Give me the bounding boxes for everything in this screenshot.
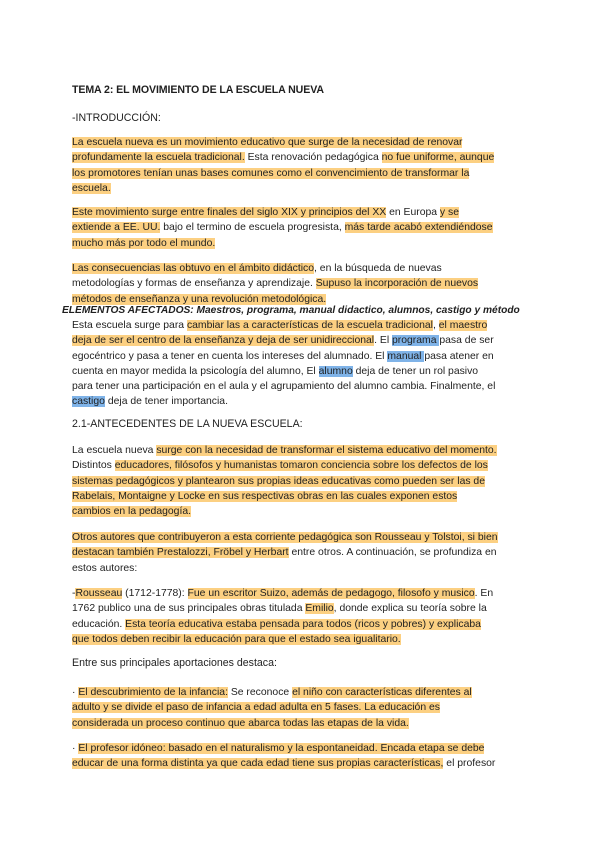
- paragraph-background: [72, 443, 532, 519]
- text-span: Esta renovación pedagógica: [244, 152, 382, 164]
- paragraph-rousseau: [72, 586, 532, 647]
- text-span: profundamente la escuela tradicional.: [72, 152, 245, 164]
- text-span: para tener una participación en el aula y el agrupamiento del alumno cambia. Finalmente, el: [72, 381, 496, 393]
- text-span: que todos deben recibir la educación para que el estado sea igualitario.: [72, 633, 401, 645]
- text-span: el maestro: [438, 320, 488, 331]
- text-span: (1712-1778):: [122, 588, 188, 599]
- text-span: no fue uniforme, aunque: [381, 152, 495, 164]
- paragraph-consequences: [72, 261, 532, 307]
- text-span: Este movimiento surge entre finales del siglo XIX y principios del XX: [72, 207, 387, 218]
- text-span: entre otros. A continuación, se profundiza en: [288, 547, 497, 559]
- text-span: El descubrimiento de la infancia:: [78, 687, 228, 698]
- paragraph-origin: [72, 205, 532, 251]
- antecedentes-heading: 2.1-ANTECEDENTES DE LA NUEVA ESCUELA:: [72, 418, 303, 430]
- text-span: Emilio: [305, 603, 334, 615]
- text-span: . En: [474, 588, 494, 599]
- text-span: , en la búsqueda de nuevas: [314, 263, 442, 274]
- text-span: destacan también Prestalozzi, Fröbel y Herbart: [72, 547, 289, 559]
- text-span: estos autores:: [72, 562, 138, 574]
- text-span: 1762 publico una de sus principales obras titulada: [72, 603, 306, 615]
- text-span: , donde explica su teoría sobre la: [333, 603, 487, 615]
- text-span: Encada etapa se debe: [377, 743, 485, 754]
- text-span: cuenta en mayor medida la psicología del alumno, El: [72, 365, 319, 377]
- paragraph-profesor: [72, 741, 532, 772]
- text-span: educadores, filósofos y humanistas tomaron conciencia sobre los defectos de los: [114, 460, 488, 472]
- text-span: programa: [392, 335, 440, 347]
- text-span: metodologías y formas de enseñanza y aprendizaje.: [72, 278, 316, 290]
- page-title: TEMA 2: EL MOVIMIENTO DE LA ESCUELA NUEVA: [72, 84, 324, 96]
- text-span: -: [72, 588, 76, 599]
- text-span: más tarde acabó extendiéndose: [344, 222, 493, 234]
- text-span: escuela.: [72, 182, 111, 194]
- text-span: manual: [387, 350, 425, 362]
- text-span: Fue un escritor Suizo, además de pedagogo, filosofo y musico: [187, 588, 475, 599]
- text-span: Se reconoce: [227, 687, 293, 698]
- text-span: Supuso la incorporación de nuevos: [315, 278, 479, 290]
- text-span: el niño con características diferentes al: [292, 687, 472, 698]
- paragraph-authors: [72, 530, 532, 576]
- paragraph-intro: [72, 135, 532, 196]
- text-span: surge con la necesidad de transformar el sistema educativo del momento.: [156, 445, 497, 456]
- text-span: alumno: [318, 365, 353, 377]
- text-span: egocéntrico y pasa a tener en cuenta los intereses del alumnado. El: [72, 350, 388, 362]
- text-span: Esta escuela surge para: [72, 320, 187, 331]
- intro-heading: -INTRODUCCIÓN:: [72, 112, 161, 124]
- text-span: educar de una forma distinta ya que cada edad tiene sus propias características,: [72, 758, 444, 770]
- text-span: Esta teoría educativa estaba pensada para todos (ricos y pobres) y explicaba: [125, 618, 481, 630]
- text-span: deja de tener importancia.: [104, 396, 228, 408]
- text-span: Otros autores que contribuyeron a esta corriente pedagógica son Rousseau y Tolstoi, si bien: [72, 532, 498, 543]
- text-span: mucho más por todo el mundo.: [72, 237, 216, 249]
- text-span: los promotores tenían unas bases comunes como el convencimiento de transformar la: [72, 167, 470, 179]
- text-span: castigo: [72, 396, 105, 408]
- text-span: pasa de ser: [439, 335, 494, 347]
- text-span: pasa atener en: [424, 350, 494, 362]
- text-span: el profesor: [443, 758, 496, 770]
- text-span: Rousseau: [75, 588, 123, 599]
- paragraph-infancia: [72, 685, 532, 731]
- text-span: en Europa: [386, 207, 440, 218]
- affected-elements-note: ELEMENTOS AFECTADOS: Maestros, programa, manual didactico, alumnos, castigo y método: [62, 305, 520, 316]
- text-span: ·: [72, 687, 79, 698]
- text-span: adulto y se divide el paso de infancia a edad adulta en 5 fases. La educación es: [72, 702, 440, 714]
- text-span: cambios en la pedagogía.: [72, 506, 192, 518]
- text-span: cambiar las a características de la escuela tradicional: [186, 320, 433, 331]
- text-span: Rabelais, Montaigne y Locke en sus respectivas obras en las cuales exponen estos: [72, 490, 458, 502]
- text-span: La escuela nueva: [72, 445, 157, 456]
- paragraph-changes: [72, 318, 532, 410]
- contributions-intro: Entre sus principales aportaciones destaca:: [72, 657, 277, 669]
- text-span: considerada un proceso continuo que abarca todas las etapas de la vida.: [72, 717, 409, 729]
- text-span: Las consecuencias las obtuvo en el ámbito didáctico: [72, 263, 315, 274]
- text-span: El profesor idóneo: basado en el naturalismo y la espontaneidad.: [78, 743, 378, 754]
- text-span: deja de tener un rol pasivo: [352, 365, 479, 377]
- text-span: . El: [374, 335, 393, 347]
- text-span: bajo el termino de escuela progresista,: [160, 222, 345, 234]
- text-span: extiende a EE. UU.: [72, 222, 161, 234]
- text-span: ·: [72, 743, 79, 754]
- text-span: educación.: [72, 618, 126, 630]
- text-span: métodos de enseñanza y una revolución metodológica.: [72, 293, 327, 305]
- text-span: La escuela nueva es un movimiento educativo que surge de la necesidad de renovar: [72, 137, 463, 148]
- text-span: ,: [432, 320, 439, 331]
- text-span: sistemas pedagógicos y plantearon sus propias ideas educativas como pueden ser las de: [72, 475, 485, 487]
- text-span: deja de ser el centro de la enseñanza y deja de ser unidireccional: [72, 335, 375, 347]
- text-span: Distintos: [72, 460, 115, 472]
- text-span: y se: [439, 207, 459, 218]
